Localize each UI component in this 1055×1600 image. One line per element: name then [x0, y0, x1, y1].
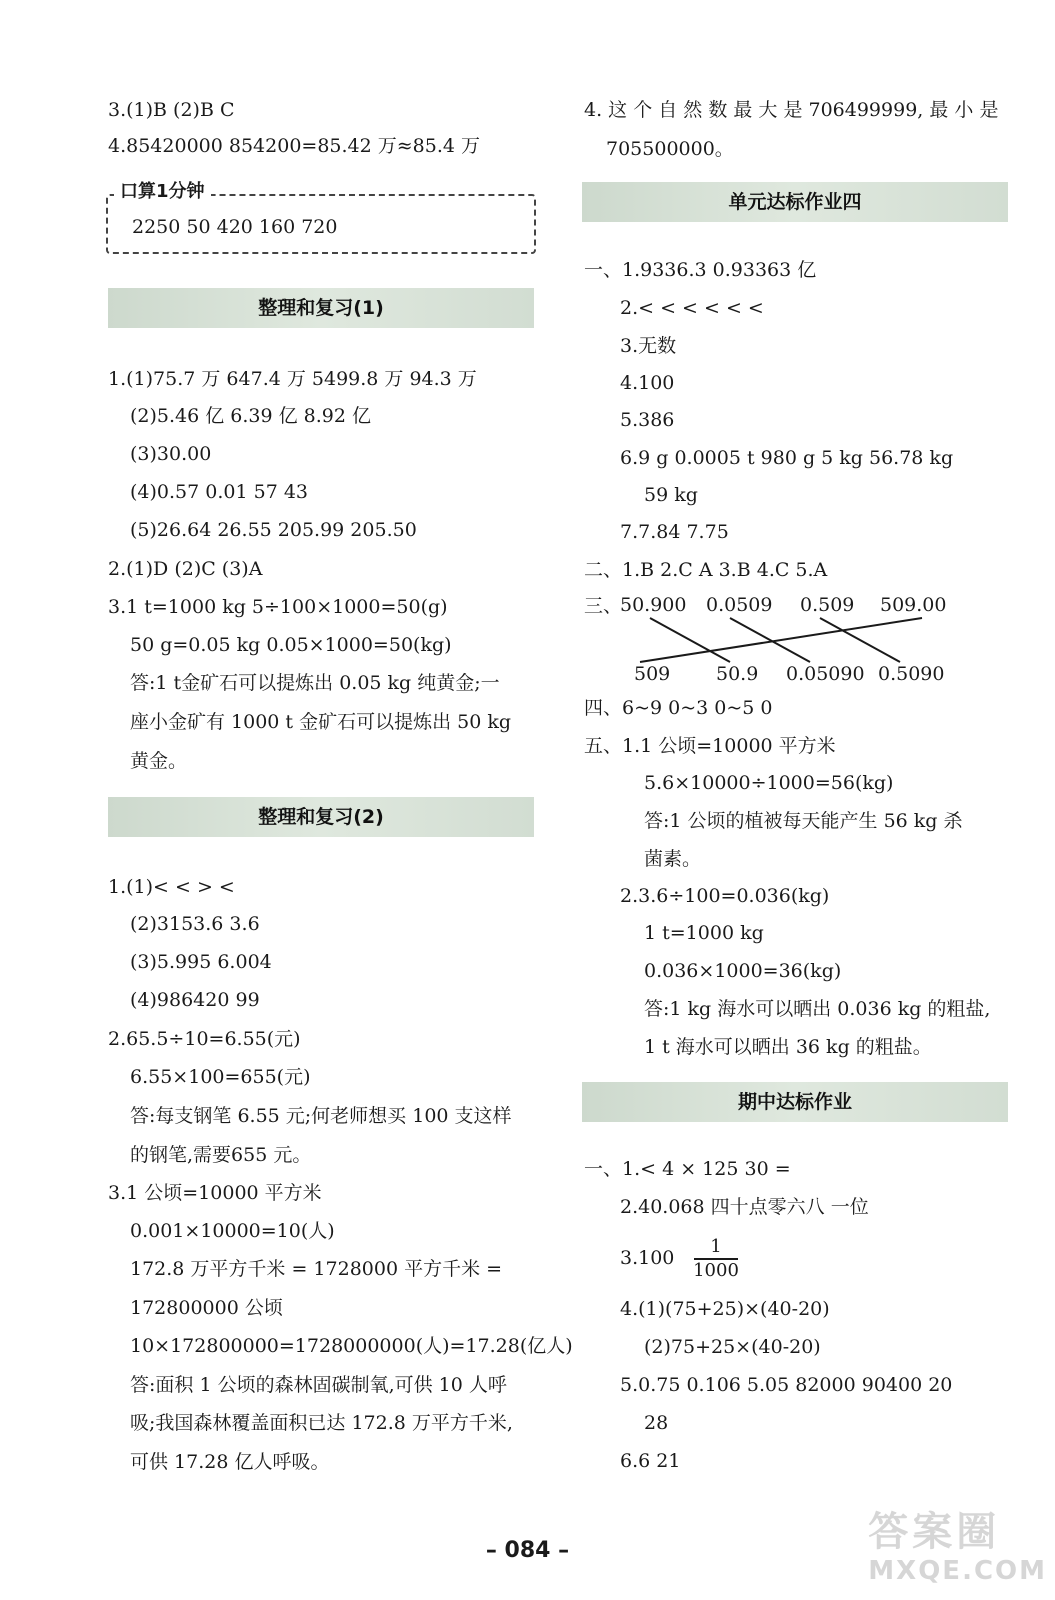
fraction	[692, 1236, 740, 1282]
match-label: 三、	[584, 595, 623, 617]
answer-line: 5.0.75 0.106 5.05 82000 90400 20	[620, 1374, 953, 1396]
answer-line: 4.85420000 854200=85.42 万≈85.4 万	[108, 135, 481, 157]
answer-line: 4.100	[620, 372, 675, 394]
answer-line: (3)30.00	[130, 443, 212, 465]
match-line	[650, 618, 730, 662]
answer-line: 座小金矿有 1000 t 金矿石可以提炼出 50 kg	[130, 711, 512, 733]
answer-line: 2.65.5÷10=6.55(元)	[108, 1028, 301, 1050]
answer-line: (2)3153.6 3.6	[130, 913, 260, 935]
match-bottom-item: 0.05090	[786, 663, 865, 685]
answer-line: 二、1.B 2.C A 3.B 4.C 5.A	[584, 559, 828, 581]
section-header: 整理和复习(1)	[108, 288, 534, 328]
watermark-logo-text: 答案圈	[868, 1509, 1001, 1555]
answer-line: (2)75+25×(40-20)	[644, 1336, 821, 1358]
answer-line: 5.386	[620, 409, 675, 431]
answer-line: 答:1 公顷的植被每天能产生 56 kg 杀	[644, 810, 963, 832]
match-line	[820, 618, 900, 662]
answer-line: 0.001×10000=10(人)	[130, 1220, 335, 1242]
answer-line: 3.1 公顷=10000 平方米	[108, 1182, 322, 1204]
match-line	[730, 618, 810, 662]
answer-line: 2.40.068 四十点零六八 一位	[620, 1196, 869, 1218]
oral-calc-title: 口算1分钟	[114, 180, 211, 204]
answer-line: 2.(1)D (2)C (3)A	[108, 558, 263, 580]
answer-line: 3.100	[620, 1247, 675, 1269]
answer-line: 4.(1)(75+25)×(40-20)	[620, 1298, 830, 1320]
answer-line: 705500000。	[606, 138, 734, 160]
answer-line: 0.036×1000=36(kg)	[644, 960, 842, 982]
answer-line: (4)986420 99	[130, 989, 260, 1011]
answer-line: (5)26.64 26.55 205.99 205.50	[130, 519, 417, 541]
answer-line: 7.7.84 7.75	[620, 521, 729, 543]
answer-line: 1.(1)< < > <	[108, 876, 235, 898]
fraction-numerator: 1	[710, 1236, 722, 1257]
answer-line: 5.6×10000÷1000=56(kg)	[644, 772, 894, 794]
section-header: 期中达标作业	[582, 1082, 1008, 1122]
answer-line: 3.(1)B (2)B C	[108, 99, 235, 121]
answer-line: 1 t=1000 kg	[644, 922, 764, 944]
match-top-item: 509.00	[880, 594, 947, 616]
answer-line: 一、1.9336.3 0.93363 亿	[584, 259, 817, 281]
match-top-item: 50.900	[620, 594, 687, 616]
match-bottom-item: 50.9	[716, 663, 759, 685]
answer-line: 吸;我国森林覆盖面积已达 172.8 万平方千米,	[130, 1412, 513, 1434]
answer-line: 一、1.< 4 × 125 30 =	[584, 1158, 791, 1180]
answer-line: (4)0.57 0.01 57 43	[130, 481, 308, 503]
answer-line: 6.6 21	[620, 1450, 681, 1472]
match-top-item: 0.0509	[706, 594, 773, 616]
watermark-url: MXQE.COM	[868, 1556, 1047, 1586]
answer-line: 50 g=0.05 kg 0.05×1000=50(kg)	[130, 634, 452, 656]
answer-line: 172.8 万平方千米 = 1728000 平方千米 =	[130, 1258, 503, 1280]
answer-line: 1.(1)75.7 万 647.4 万 5499.8 万 94.3 万	[108, 368, 477, 390]
answer-line: 2.3.6÷100=0.036(kg)	[620, 885, 830, 907]
answer-line: 答:1 t金矿石可以提炼出 0.05 kg 纯黄金;一	[130, 672, 500, 694]
oral-calc-values: 2250 50 420 160 720	[132, 216, 338, 238]
answer-line: 答:面积 1 公顷的森林固碳制氧,可供 10 人呼	[130, 1374, 507, 1396]
answer-line: 1 t 海水可以晒出 36 kg 的粗盐。	[644, 1036, 932, 1058]
answer-line: 的钢笔,需要655 元。	[130, 1144, 312, 1166]
answer-line: 四、6~9 0~3 0~5 0	[584, 697, 773, 719]
page-number: – 084 –	[485, 1538, 570, 1563]
answer-line: 2.< < < < < <	[620, 297, 764, 319]
answer-line: 4. 这 个 自 然 数 最 大 是 706499999, 最 小 是	[584, 99, 999, 121]
answer-line: 菌素。	[644, 848, 702, 870]
answer-line: 6.55×100=655(元)	[130, 1066, 311, 1088]
answer-line: (3)5.995 6.004	[130, 951, 272, 973]
answer-line: (2)5.46 亿 6.39 亿 8.92 亿	[130, 405, 372, 427]
match-bottom-item: 0.5090	[878, 663, 945, 685]
answer-line: 3.1 t=1000 kg 5÷100×1000=50(g)	[108, 596, 448, 618]
match-line	[640, 618, 922, 662]
answer-line: 6.9 g 0.0005 t 980 g 5 kg 56.78 kg	[620, 447, 954, 469]
answer-line: 28	[644, 1412, 669, 1434]
answer-line: 答:1 kg 海水可以晒出 0.036 kg 的粗盐,	[644, 998, 991, 1020]
answer-line: 10×172800000=1728000000(人)=17.28(亿人)	[130, 1335, 573, 1357]
answer-line: 可供 17.28 亿人呼吸。	[130, 1451, 330, 1473]
section-header: 整理和复习(2)	[108, 797, 534, 837]
match-top-item: 0.509	[800, 594, 855, 616]
answer-line: 3.无数	[620, 335, 677, 357]
watermark	[868, 1508, 1047, 1586]
answer-line: 答:每支钢笔 6.55 元;何老师想买 100 支这样	[130, 1105, 512, 1127]
answer-line: 五、1.1 公顷=10000 平方米	[584, 735, 836, 757]
answer-line: 172800000 公顷	[130, 1297, 283, 1319]
answer-line: 黄金。	[130, 750, 188, 772]
answer-line: 59 kg	[644, 484, 698, 506]
fraction-denominator: 1000	[693, 1260, 739, 1281]
section-header: 单元达标作业四	[582, 182, 1008, 222]
match-bottom-item: 509	[634, 663, 671, 685]
